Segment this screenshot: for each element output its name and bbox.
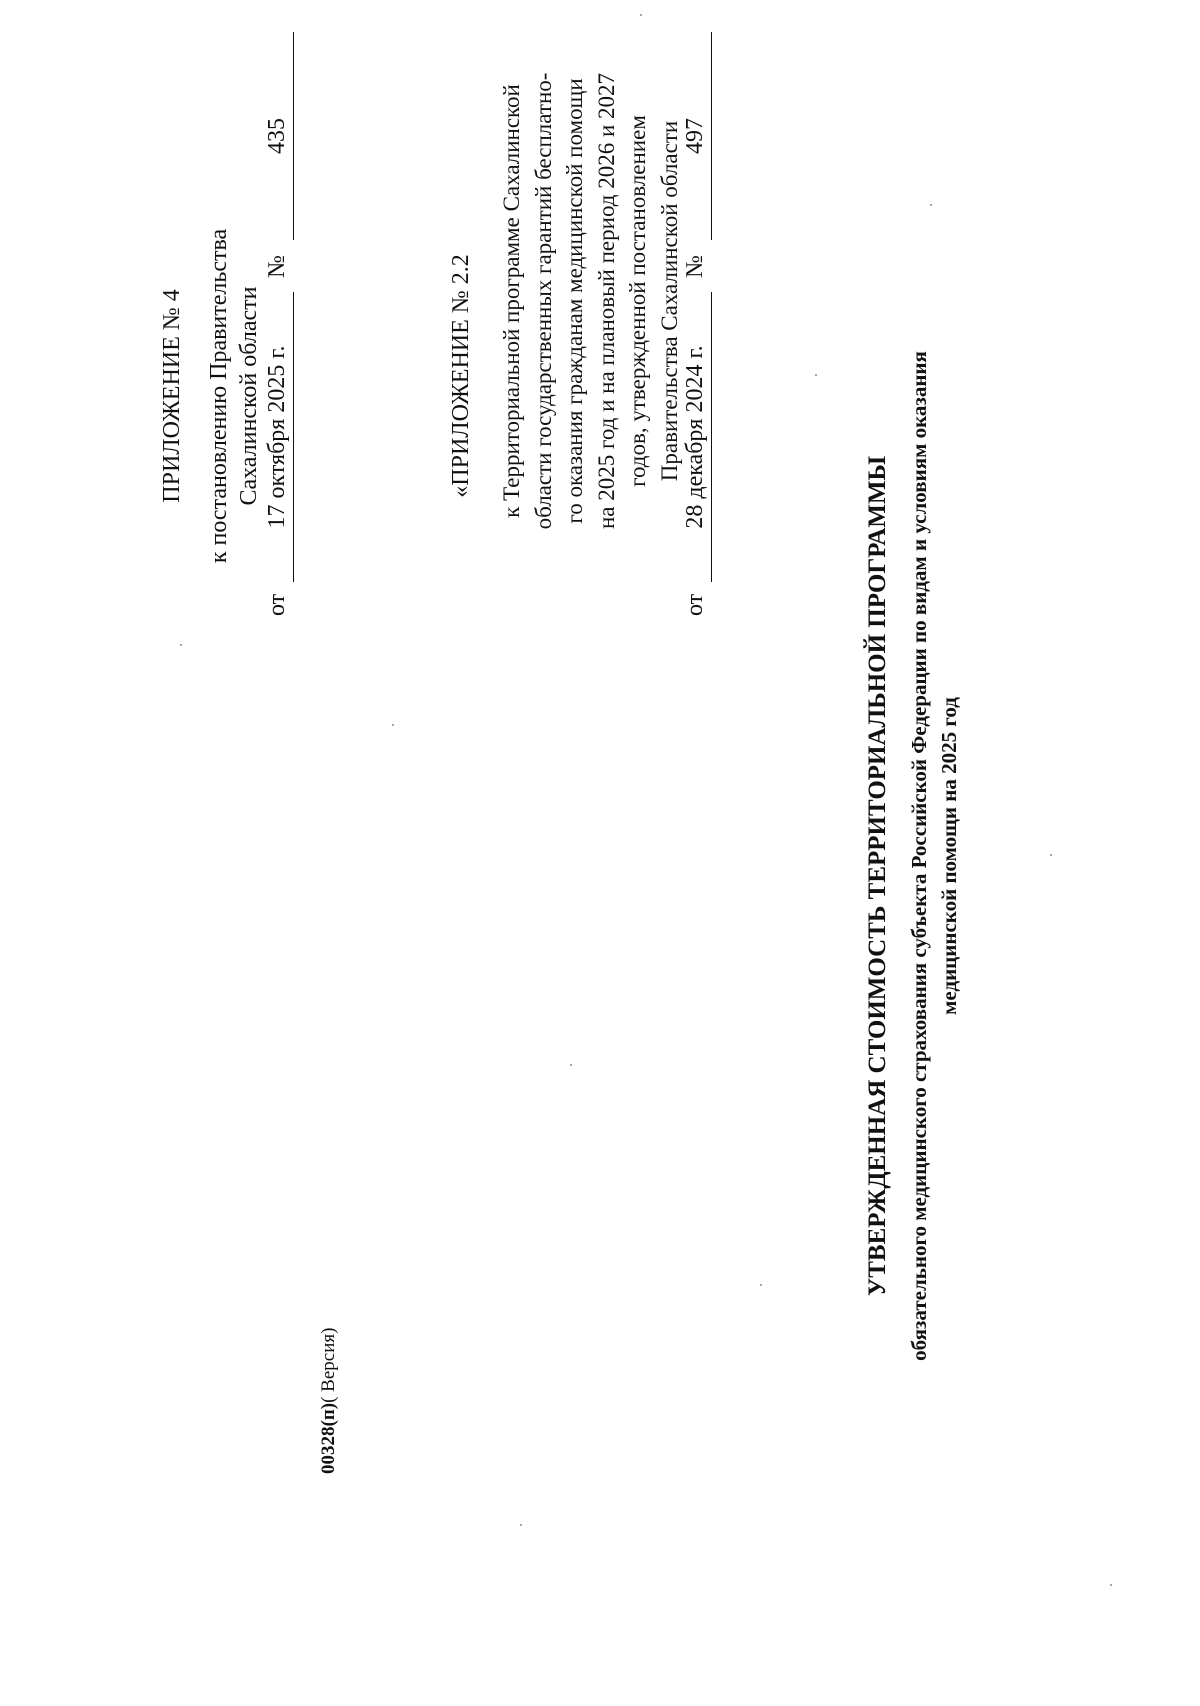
- appendix-2-2-number: 497: [680, 32, 712, 240]
- scan-speck: [392, 724, 394, 726]
- document-code: [316, 1174, 342, 1474]
- appendix-4-date: 17 октября 2025 г.: [262, 292, 294, 582]
- appendix-4-title: ПРИЛОЖЕНИЕ № 4: [159, 289, 185, 503]
- main-heading-subtitle-line-1: обязательного медицинского страхования субъекта Российской Федерации по видам и условиям оказания: [907, 351, 931, 1361]
- appendix-4-number: 435: [262, 32, 294, 240]
- main-heading-title: УТВЕРЖДЕННАЯ СТОИМОСТЬ ТЕРРИТОРИАЛЬНОЙ ПРОГРАММЫ: [864, 455, 891, 1297]
- appendix-4-number-label: №: [264, 255, 290, 278]
- appendix-2-2-line: Правительства Сахалинской области: [656, 120, 682, 482]
- appendix-2-2-date-row: [680, 0, 714, 616]
- appendix-4-line-1: к постановлению Правительства: [206, 228, 232, 564]
- appendix-2-2-line: области государственных гарантий бесплатно-: [530, 72, 556, 530]
- appendix-2-2-from-label: от: [682, 593, 708, 616]
- scan-speck: [520, 1524, 522, 1526]
- appendix-4-from-label: от: [264, 593, 290, 616]
- appendix-2-2-date: 28 декабря 2024 г.: [680, 292, 712, 582]
- appendix-2-2-line: на 2025 год и на плановый период 2026 и 2027: [593, 72, 619, 530]
- document-code-version: ( Версия): [318, 1327, 339, 1403]
- appendix-2-2-number-label: №: [682, 255, 708, 278]
- scan-speck: [1050, 854, 1052, 856]
- scan-speck: [180, 644, 182, 646]
- appendix-2-2-line: го оказания гражданам медицинской помощи: [562, 78, 587, 524]
- scan-speck: [815, 374, 817, 376]
- scan-speck: [930, 204, 932, 206]
- appendix-2-2-line: годов, утвержденной постановлением: [625, 115, 650, 487]
- main-heading-subtitle-line-2: медицинской помощи на 2025 год: [937, 697, 961, 1015]
- scan-speck: [640, 14, 642, 16]
- scan-speck: [570, 1064, 572, 1066]
- appendix-2-2-text: [496, 0, 685, 616]
- scan-speck: [1110, 1584, 1112, 1586]
- appendix-2-2-line: к Территориальной программе Сахалинской: [499, 84, 524, 518]
- appendix-4-date-row: [262, 0, 296, 616]
- appendix-4-line-2: Сахалинской области: [236, 286, 262, 506]
- document-code-number: 00328(п): [318, 1402, 339, 1474]
- appendix-2-2-title: «ПРИЛОЖЕНИЕ № 2.2: [448, 254, 474, 498]
- scan-speck: [760, 1284, 762, 1286]
